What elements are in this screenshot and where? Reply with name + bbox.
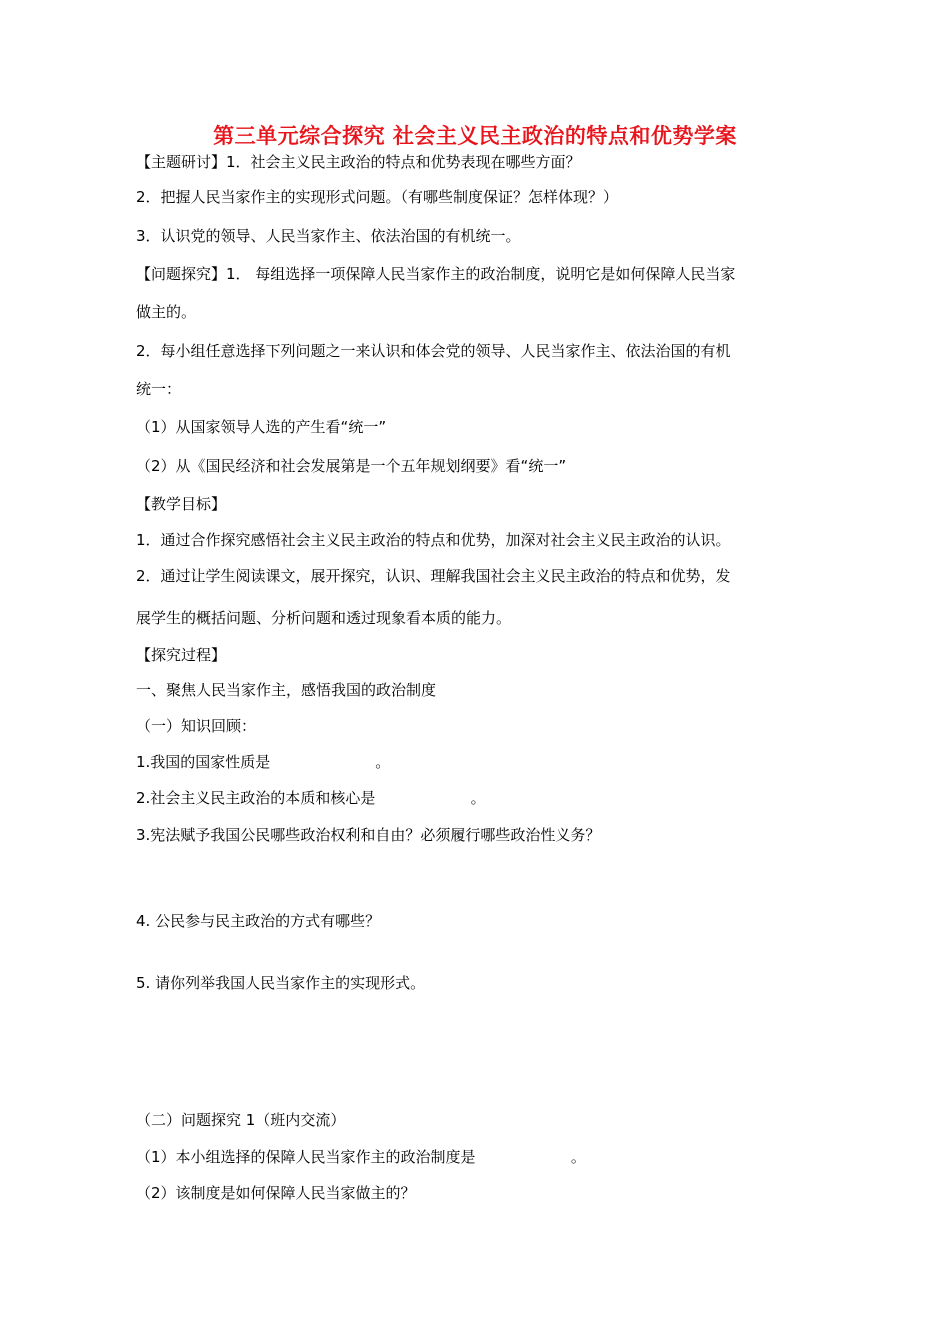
review-question-4: 4. 公民参与民主政治的方式有哪些？	[136, 912, 381, 930]
problem-explore-line-cont: 做主的。	[136, 303, 197, 321]
teaching-goal-2: 2．通过让学生阅读课文，展开探究，认识、理解我国社会主义民主政治的特点和优势，发	[136, 567, 731, 585]
review-question-1: 1.我国的国家性质是 。	[136, 753, 391, 771]
explore-1-question-1: （1）本小组选择的保障人民当家作主的政治制度是 。	[136, 1148, 586, 1166]
teaching-goal-2-cont: 展学生的概括问题、分析问题和透过现象看本质的能力。	[136, 609, 512, 627]
theme-study-item-2: 2．把握人民当家作主的实现形式问题。（有哪些制度保证？怎样体现？）	[136, 188, 619, 206]
explore-1-question-2: （2）该制度是如何保障人民当家做主的？	[136, 1184, 416, 1202]
sub-question-1: （1）从国家领导人选的产生看“统一”	[136, 418, 387, 436]
review-question-5: 5. 请你列举我国人民当家作主的实现形式。	[136, 974, 426, 992]
problem-explore-line: 【问题探究】1． 每组选择一项保障人民当家作主的政治制度，说明它是如何保障人民当家	[136, 265, 736, 283]
sub-question-2: （2）从《国民经济和社会发展第是一个五年规划纲要》看“统一”	[136, 457, 567, 475]
knowledge-review-heading: （一）知识回顾：	[136, 717, 257, 735]
problem-explore-1-heading: （二）问题探究 1（班内交流）	[136, 1111, 346, 1129]
section-one-heading: 一、聚焦人民当家作主，感悟我国的政治制度	[136, 681, 437, 699]
problem-explore-item-2: 2．每小组任意选择下列问题之一来认识和体会党的领导、人民当家作主、依法治国的有机	[136, 342, 731, 360]
review-question-3: 3.宪法赋予我国公民哪些政治权利和自由？必须履行哪些政治性义务？	[136, 826, 601, 844]
theme-study-line: 【主题研讨】1．社会主义民主政治的特点和优势表现在哪些方面？	[136, 153, 581, 171]
problem-explore-item-2-cont: 统一：	[136, 380, 182, 398]
document-title: 第三单元综合探究 社会主义民主政治的特点和优势学案	[213, 124, 737, 148]
process-heading: 【探究过程】	[136, 646, 227, 664]
review-question-2: 2.社会主义民主政治的本质和核心是 。	[136, 789, 486, 807]
teaching-goal-1: 1．通过合作探究感悟社会主义民主政治的特点和优势，加深对社会主义民主政治的认识。	[136, 531, 731, 549]
teaching-goals-heading: 【教学目标】	[136, 495, 227, 513]
theme-study-item-3: 3．认识党的领导、人民当家作主、依法治国的有机统一。	[136, 227, 521, 245]
